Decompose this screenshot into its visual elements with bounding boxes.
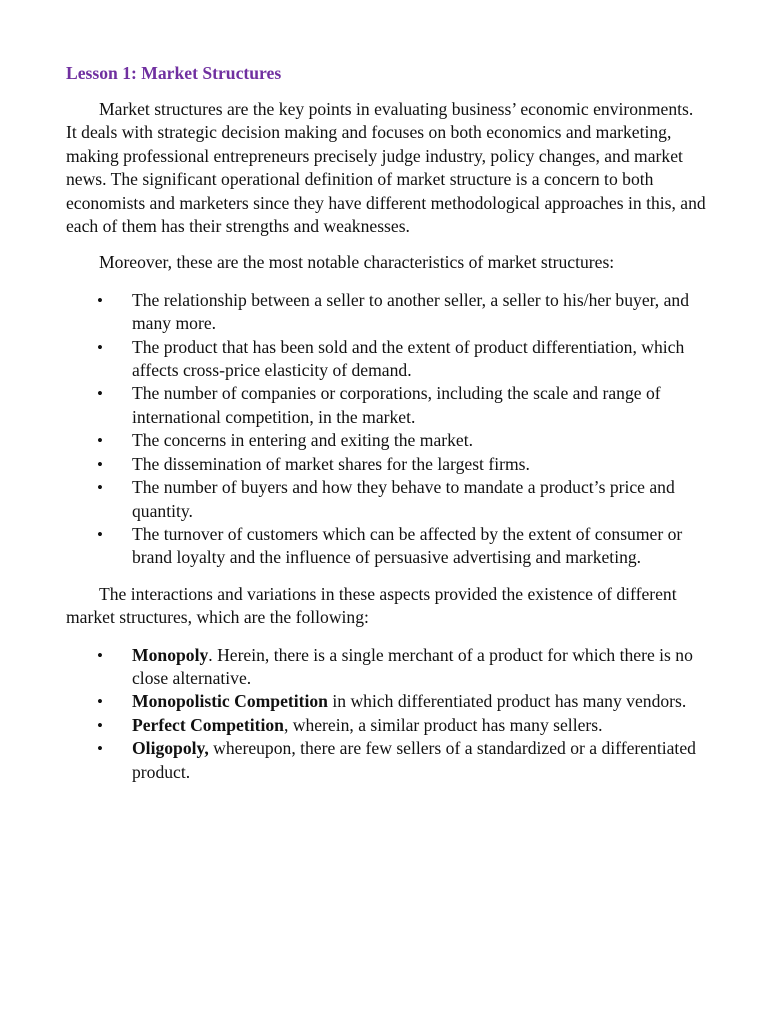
structures-intro-paragraph: The interactions and variations in these aspects provided the existence of different market structures, which are the following: <box>66 583 677 628</box>
bullet-icon: • <box>97 715 103 735</box>
bullet-icon: • <box>97 337 103 357</box>
lesson-title: Lesson 1: Market Structures <box>66 63 282 83</box>
list-item-text: The number of buyers and how they behave to mandate a product’s price and quantity. <box>132 477 675 521</box>
intro-paragraph: Market structures are the key points in evaluating business’ economic environments. It deals with strategic decision making and focuses on both economics and marketing, making professional entrepreneurs precisely judge industry, policy changes, and market news. The significant operational definition of market structure is a concern to both economists and marketers since they have different methodological approaches in this, and each of them has their strengths and weaknesses. <box>66 99 706 237</box>
structure-term: Monopolistic Competition <box>132 691 328 712</box>
list-item <box>66 737 706 784</box>
bullet-icon: • <box>97 478 103 498</box>
list-item <box>66 382 706 429</box>
bullet-icon: • <box>97 645 103 665</box>
structure-description: . Herein, there is a single merchant of a product for which there is no close alternative. <box>132 644 693 688</box>
bullet-icon: • <box>97 431 103 451</box>
bullet-icon: • <box>97 454 103 474</box>
bullet-icon: • <box>97 524 103 544</box>
list-item-text: The product that has been sold and the extent of product differentiation, which affects cross-price elasticity of demand. <box>132 336 685 381</box>
characteristics-intro-paragraph: Moreover, these are the most notable characteristics of market structures: <box>99 252 615 273</box>
market-structures-list <box>66 644 706 784</box>
bullet-icon: • <box>97 290 103 310</box>
list-item <box>66 453 706 476</box>
structure-description: whereupon, there are few sellers of a standardized or a differentiated product. <box>132 738 696 782</box>
list-item <box>66 714 706 737</box>
list-item <box>66 289 706 336</box>
list-item <box>66 690 706 713</box>
list-item <box>66 476 706 523</box>
document-page <box>66 60 706 797</box>
structure-description: , wherein, a similar product has many sellers. <box>283 714 603 735</box>
structure-term: Oligopoly, <box>132 738 209 759</box>
list-item <box>66 523 706 570</box>
list-item <box>66 644 706 691</box>
structure-description: in which differentiated product has many vendors. <box>327 691 687 712</box>
structure-term: Perfect Competition <box>132 714 284 735</box>
list-item-text: The dissemination of market shares for the largest firms. <box>132 453 530 474</box>
list-item-text: The relationship between a seller to another seller, a seller to his/her buyer, and many more. <box>132 289 689 334</box>
list-item-text: The concerns in entering and exiting the market. <box>132 430 473 451</box>
list-item <box>66 336 706 383</box>
list-item-text: The turnover of customers which can be affected by the extent of consumer or brand loyalty and the influence of persuasive advertising and marketing. <box>132 523 683 568</box>
bullet-icon: • <box>97 384 103 404</box>
bullet-icon: • <box>97 739 103 759</box>
list-item <box>66 429 706 452</box>
characteristics-list <box>66 289 706 570</box>
list-item-text: The number of companies or corporations, including the scale and range of international competition, in the market. <box>132 383 661 427</box>
structure-term: Monopoly <box>132 644 209 665</box>
bullet-icon: • <box>97 692 103 712</box>
